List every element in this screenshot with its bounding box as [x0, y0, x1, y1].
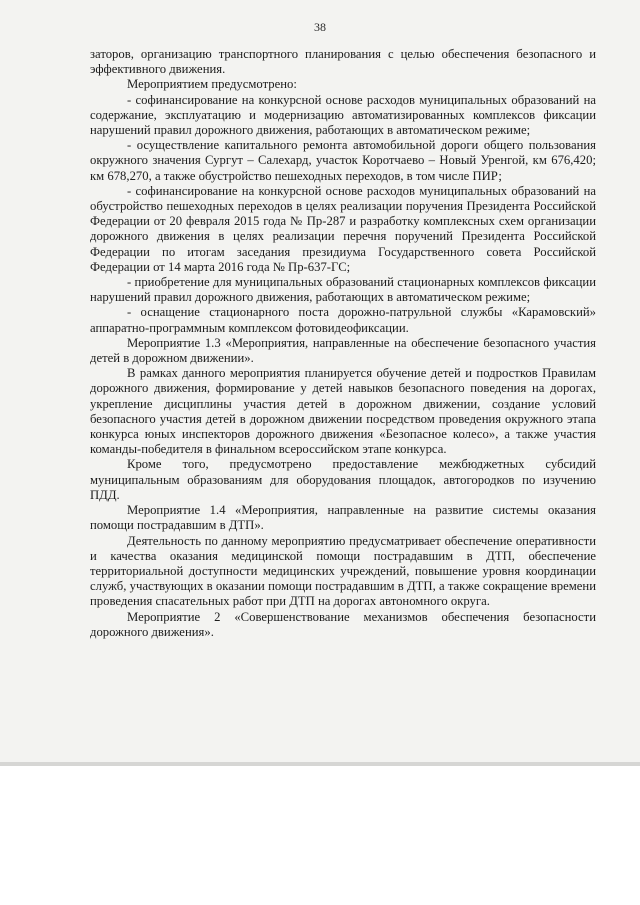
- measure-1-4-description: Деятельность по данному мероприятию предусматривает обеспечение оперативности и качества оказания медицинской помощи пострадавшим в ДТП, обеспечение территориальной доступности медицинских учреждений, повышение уровня координации служб, участвующих в оказании помощи пострадавшим в ДТП, а также сокращение времени проведения спасательных работ при ДТП на дорогах автономного округа.: [90, 533, 596, 609]
- document-body: [90, 47, 596, 640]
- list-item-post-equipment: - оснащение стационарного поста дорожно-патрульной службы «Карамовский» аппаратно-программным комплексом фотовидеофиксации.: [90, 305, 596, 335]
- list-item-acquisition: - приобретение для муниципальных образований стационарных комплексов фиксации нарушений правил дорожного движения, работающих в автоматическом режиме;: [90, 275, 596, 305]
- measure-1-3-heading: Мероприятие 1.3 «Мероприятия, направленные на обеспечение безопасного участия детей в дорожном движении».: [90, 335, 596, 366]
- paragraph-continuation: заторов, организацию транспортного планирования с целью обеспечения безопасного и эффективного движения.: [90, 47, 596, 77]
- page-number: 38: [314, 20, 326, 34]
- list-item-road-repair: - осуществление капитального ремонта автомобильной дороги общего пользования окружного значения Сургут – Салехард, участок Коротчаево – Новый Уренгой, км 676,420; км 678,270, а также обустройство пешеходных переходов, в том числе ПИР;: [90, 138, 596, 183]
- measure-2-heading: Мероприятие 2 «Совершенствование механизмов обеспечения безопасности дорожного движения».: [90, 609, 596, 639]
- paragraph-intro: Мероприятием предусмотрено:: [127, 77, 297, 92]
- list-item-cofinancing-crossings: - софинансирование на конкурсной основе расходов муниципальных образований на обустройство пешеходных переходов в целях реализации поручения Президента Российской Федерации от 20 февраля 2015 года № Пр-287 и разработку комплексных схем организации дорожного движения в целях реализации перечня поручений Президента Российской Федерации по итогам заседания президиума Государственного совета Российской Федерации от 14 марта 2016 года № Пр-637-ГС;: [90, 183, 596, 274]
- list-item-cofinancing-complexes: - софинансирование на конкурсной основе расходов муниципальных образований на содержание, эксплуатацию и модернизацию автоматизированных комплексов фиксации нарушений правил дорожного движения, работающих в автоматическом режиме;: [90, 92, 596, 138]
- measure-1-4-heading: Мероприятие 1.4 «Мероприятия, направленные на развитие системы оказания помощи пострадавшим в ДТП».: [90, 503, 596, 533]
- subsidies-paragraph: Кроме того, предусмотрено предоставление межбюджетных субсидий муниципальным образованиям для оборудования площадок, автогородков по изучению ПДД.: [90, 457, 596, 502]
- measure-1-3-description: В рамках данного мероприятия планируется обучение детей и подростков Правилам дорожного движения, формирование у детей навыков безопасного поведения на дорогах, укрепление дисциплины участия детей в дорожном движении, создание условий безопасного участия детей в дорожном движении посредством проведения окружного этапа конкурса юных инспекторов дорожного движения «Безопасное колесо», а также участия команды-победителя в финальном всероссийском этапе конкурса.: [90, 366, 596, 457]
- scan-bottom-edge: [0, 762, 640, 766]
